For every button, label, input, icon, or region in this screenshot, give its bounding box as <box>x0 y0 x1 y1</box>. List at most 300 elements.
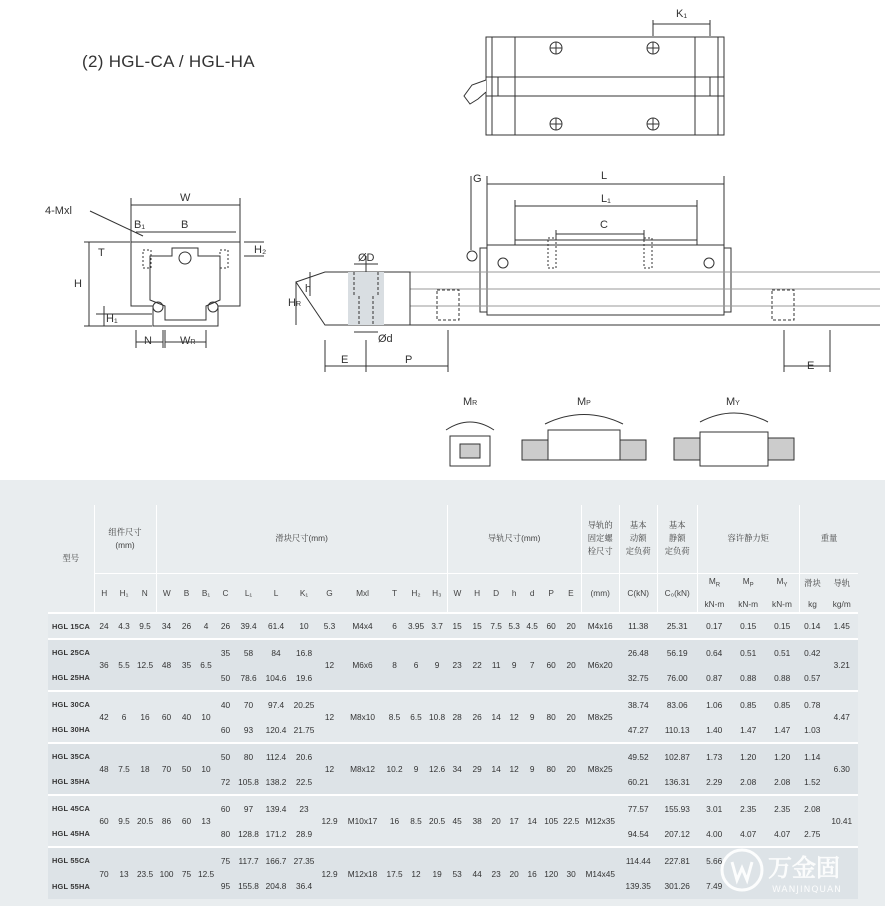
cell: M8x25 <box>581 691 619 743</box>
cell: 16 <box>384 795 405 847</box>
cell: 9 <box>523 691 541 743</box>
cell: M8x25 <box>581 743 619 795</box>
cell: 75 <box>216 847 235 873</box>
col-my: $M_Y$ kN-m <box>765 573 799 613</box>
cell: 23 <box>290 795 318 821</box>
cell: 97.4 <box>262 691 290 717</box>
cell: 120.4 <box>265 724 287 735</box>
cell: 9 <box>427 639 447 691</box>
col-hr: H <box>467 573 487 613</box>
cell: 26 <box>177 613 196 639</box>
dim-w: W <box>180 192 191 204</box>
dim-id: Ød <box>378 333 393 345</box>
cell: 61.4 <box>262 613 290 639</box>
cell: 2.08 <box>740 776 757 787</box>
model-name: HGL 45CA <box>48 795 94 821</box>
cell: M4x4 <box>341 613 384 639</box>
top-view-block <box>464 20 724 135</box>
cell: 2.35 <box>731 795 765 821</box>
moment-mr-label: MR <box>463 396 478 408</box>
cell: 5.3 <box>505 613 523 639</box>
cell: 301.26 <box>664 881 690 891</box>
cell: M12x35 <box>581 795 619 847</box>
moment-my-label: MY <box>726 396 740 408</box>
cell: 14 <box>523 795 541 847</box>
dim-c: C <box>600 219 608 231</box>
cell: 10 <box>196 743 216 795</box>
cell: 94.54 <box>627 828 649 839</box>
dim-od: ØD <box>358 252 375 264</box>
cell: 110.13 <box>664 724 690 735</box>
cell: 112.4 <box>262 743 290 769</box>
cell: 77.57 <box>619 795 657 821</box>
cell: 34 <box>156 613 177 639</box>
cell: 1.73 <box>697 743 731 769</box>
cell: 23.5 <box>134 847 156 899</box>
cell: 5.3 <box>318 613 341 639</box>
cell: 42 <box>94 691 114 743</box>
cell: 1.06 <box>697 691 731 717</box>
cell: 84 <box>262 639 290 665</box>
dim-h1: H₁ <box>106 313 118 325</box>
cell: 5.5 <box>114 639 134 691</box>
cell: 3.95 <box>405 613 427 639</box>
col-n: N <box>134 573 156 613</box>
cell: 20 <box>487 795 505 847</box>
watermark-subtext: WANJINQUAN <box>772 885 842 895</box>
cell: 95 <box>220 881 231 891</box>
col-c-kn: C(kN) <box>619 573 657 613</box>
cell: 26 <box>216 613 235 639</box>
cell: 0.14 <box>799 613 825 639</box>
cell: 8.5 <box>405 795 427 847</box>
cell: 1.47 <box>740 724 757 735</box>
cell: 7.49 <box>706 881 723 891</box>
cell: 70 <box>235 691 262 717</box>
cell: M10x17 <box>341 795 384 847</box>
cell: 20 <box>561 743 581 795</box>
cell: 44 <box>467 847 487 899</box>
cell: 23 <box>447 639 467 691</box>
cell: 0.15 <box>765 613 799 639</box>
cell: 86 <box>156 795 177 847</box>
model-name: HGL 45HA <box>52 829 91 838</box>
cell: 34 <box>447 743 467 795</box>
cell: 8 <box>384 639 405 691</box>
model-name: HGL 30HA <box>52 725 91 734</box>
col-mr: $M_R$ kN-m <box>697 573 731 613</box>
moment-header: 容许静力矩 <box>697 505 799 573</box>
cell: 139.35 <box>625 881 651 891</box>
cell: 39.4 <box>235 613 262 639</box>
model-name: HGL 25CA <box>48 639 94 665</box>
cell: 14 <box>487 691 505 743</box>
cell: 47.27 <box>627 724 649 735</box>
cell: 20.5 <box>427 795 447 847</box>
cell: 102.87 <box>657 743 697 769</box>
cell: 227.81 <box>657 847 697 873</box>
cell: 20.25 <box>290 691 318 717</box>
bolt-header: 导轨的 固定螺 栓尺寸 <box>581 505 619 573</box>
cell: 138.2 <box>265 776 287 787</box>
cell: 0.64 <box>697 639 731 665</box>
cell: 2.29 <box>706 776 723 787</box>
model-name: HGL 25HA <box>52 673 91 682</box>
cell: 50 <box>220 672 231 683</box>
model-name: HGL 15CA <box>48 613 94 639</box>
cell: 1.14 <box>799 743 825 769</box>
cell: 6.30 <box>825 743 858 795</box>
cell: 1.47 <box>774 724 791 735</box>
cell: 6 <box>114 691 134 743</box>
cell: 80 <box>541 743 561 795</box>
model-name: HGL 35CA <box>48 743 94 769</box>
model-name: HGL 55CA <box>48 847 94 873</box>
col-h3: H₃ <box>427 573 447 613</box>
col-d-large: D <box>487 573 505 613</box>
cell: 6.5 <box>196 639 216 691</box>
cell: 22.5 <box>295 776 313 787</box>
cell: 16 <box>134 691 156 743</box>
cell: 40 <box>216 691 235 717</box>
cell: 7.5 <box>114 743 134 795</box>
cell: 20 <box>561 639 581 691</box>
cell: 20.6 <box>290 743 318 769</box>
dim-hr: HR <box>288 297 302 309</box>
cell: 100 <box>156 847 177 899</box>
dim-b1: B₁ <box>134 219 146 231</box>
cell: 35 <box>177 639 196 691</box>
col-rail-weight: 导轨 kg/m <box>825 573 858 613</box>
cell: 28.9 <box>295 828 313 839</box>
col-mp: $M_P$ kN-m <box>731 573 765 613</box>
cell: 4.47 <box>825 691 858 743</box>
cell: 11.38 <box>619 613 657 639</box>
cell: 20 <box>505 847 523 899</box>
col-c: C <box>216 573 235 613</box>
col-d-small: d <box>523 573 541 613</box>
cell: 0.88 <box>740 672 757 683</box>
spec-panel <box>0 480 885 906</box>
cell: 0.51 <box>765 639 799 665</box>
dim-n: N <box>144 335 152 347</box>
cell: 12 <box>318 743 341 795</box>
cell: 60 <box>541 613 561 639</box>
cell: 22 <box>467 639 487 691</box>
cell: 2.08 <box>799 795 825 821</box>
cell: 207.12 <box>664 828 690 839</box>
cell: 60 <box>94 795 114 847</box>
cell: 12.9 <box>318 795 341 847</box>
col-w: W <box>156 573 177 613</box>
cell: 15 <box>467 613 487 639</box>
dim-e-right: E <box>807 360 815 372</box>
cell: 10.8 <box>427 691 447 743</box>
rail-header: 导轨尺寸(mm) <box>447 505 581 573</box>
cell: 0.17 <box>697 613 731 639</box>
cell: 117.7 <box>235 847 262 873</box>
cell: 76.00 <box>666 672 688 683</box>
cell: 25.31 <box>657 613 697 639</box>
cell: 50 <box>216 743 235 769</box>
cell: 72 <box>220 776 231 787</box>
cell: 4 <box>196 613 216 639</box>
cell: 8.5 <box>384 691 405 743</box>
cell: 4.00 <box>706 828 723 839</box>
moment-mp-label: MP <box>577 396 591 408</box>
dim-l: L <box>601 170 608 182</box>
cell: 36 <box>94 639 114 691</box>
cell: 1.20 <box>765 743 799 769</box>
cell: 155.93 <box>657 795 697 821</box>
cell: 12.6 <box>427 743 447 795</box>
cell: 0.85 <box>731 691 765 717</box>
cell: 128.8 <box>238 828 259 839</box>
cell: 4.07 <box>774 828 791 839</box>
cell: 17.5 <box>384 847 405 899</box>
cell: 7 <box>523 639 541 691</box>
cell: 9 <box>405 743 427 795</box>
cell: 53 <box>447 847 467 899</box>
cell: 60 <box>177 795 196 847</box>
cell: 24 <box>94 613 114 639</box>
cell: 9 <box>505 639 523 691</box>
cell: 13 <box>196 795 216 847</box>
cell: 80 <box>220 828 231 839</box>
cell: 2.75 <box>804 828 821 839</box>
dim-b: B <box>181 219 189 231</box>
dim-l1: L₁ <box>601 193 611 205</box>
cell: 48 <box>94 743 114 795</box>
cell: 16.8 <box>290 639 318 665</box>
cell: 155.8 <box>238 881 259 891</box>
cell: 204.8 <box>265 881 287 891</box>
cell: 49.52 <box>619 743 657 769</box>
watermark-text: 万金固 <box>768 854 840 882</box>
cell: M6x6 <box>341 639 384 691</box>
cell: 19 <box>427 847 447 899</box>
cell: 60.21 <box>627 776 649 787</box>
cell: 60 <box>220 724 231 735</box>
cell: 19.6 <box>295 672 313 683</box>
watermark-logo <box>718 840 883 902</box>
cell: 136.31 <box>664 776 690 787</box>
table-row <box>48 691 858 717</box>
cell: 20 <box>561 613 581 639</box>
cell: 12.5 <box>134 639 156 691</box>
cell: 30 <box>561 847 581 899</box>
cell: 2.08 <box>774 776 791 787</box>
model-name: HGL 30CA <box>48 691 94 717</box>
cell: 17 <box>505 795 523 847</box>
cell: 60 <box>541 639 561 691</box>
col-h2: H₂ <box>405 573 427 613</box>
cell: 105.8 <box>238 776 259 787</box>
dim-g: G <box>473 173 482 185</box>
cell: 166.7 <box>262 847 290 873</box>
cell: 3.01 <box>697 795 731 821</box>
model-name: HGL 55HA <box>52 881 91 891</box>
cell: 97 <box>235 795 262 821</box>
col-block-weight: 滑块 kg <box>799 573 825 613</box>
cell: 80 <box>235 743 262 769</box>
cell: 6.5 <box>405 691 427 743</box>
static-load-header: 基本 静额 定负荷 <box>657 505 697 573</box>
cell: 36.4 <box>295 881 313 891</box>
cell: 9.5 <box>134 613 156 639</box>
col-b1: B₁ <box>196 573 216 613</box>
cell: 93 <box>243 724 254 735</box>
cell: 0.15 <box>731 613 765 639</box>
front-view <box>84 198 267 348</box>
cell: 12 <box>505 743 523 795</box>
cell: 20.5 <box>134 795 156 847</box>
cell: 0.42 <box>799 639 825 665</box>
cell: 6 <box>405 639 427 691</box>
dim-t: T <box>98 247 105 259</box>
cell: 3.7 <box>427 613 447 639</box>
table-row <box>48 795 858 821</box>
cell: 171.2 <box>265 828 287 839</box>
cell: 10 <box>290 613 318 639</box>
table-row <box>48 613 858 639</box>
weight-header: 重量 <box>799 505 858 573</box>
col-h: H <box>94 573 114 613</box>
section-title: (2) HGL-CA / HGL-HA <box>82 52 255 71</box>
cell: 75 <box>177 847 196 899</box>
dim-e: E <box>341 354 349 366</box>
assembly-header: 组件尺寸 (mm) <box>94 505 156 573</box>
cell: 0.87 <box>706 672 723 683</box>
cell: 14 <box>487 743 505 795</box>
cell: 56.19 <box>657 639 697 665</box>
cell: 60 <box>156 691 177 743</box>
col-bolt: (mm) <box>581 573 619 613</box>
cell: 12 <box>505 691 523 743</box>
cell: 50 <box>177 743 196 795</box>
sub-header-row <box>48 573 858 613</box>
dim-p: P <box>405 354 413 366</box>
col-p: P <box>541 573 561 613</box>
cell: 26.48 <box>619 639 657 665</box>
cell: 38 <box>467 795 487 847</box>
cell: 27.35 <box>290 847 318 873</box>
dim-h2: H₂ <box>254 244 267 256</box>
cell: 0.51 <box>731 639 765 665</box>
cell: 9.5 <box>114 795 134 847</box>
cell: 32.75 <box>627 672 649 683</box>
cell: 21.75 <box>293 724 315 735</box>
cell: 120 <box>541 847 561 899</box>
cell: 40 <box>177 691 196 743</box>
col-h1: H₁ <box>114 573 134 613</box>
col-g: G <box>318 573 341 613</box>
cell: 28 <box>447 691 467 743</box>
cell: 5.66 <box>697 847 731 873</box>
cell: 18 <box>134 743 156 795</box>
cell: 6 <box>384 613 405 639</box>
cell: 60 <box>216 795 235 821</box>
cell: 80 <box>541 691 561 743</box>
cell: 23 <box>487 847 505 899</box>
dim-mxl: 4-Mxl <box>45 205 72 217</box>
cell: 0.85 <box>765 691 799 717</box>
cell: 12 <box>318 691 341 743</box>
cell: 10 <box>196 691 216 743</box>
cell: M4x16 <box>581 613 619 639</box>
cell: 7.5 <box>487 613 505 639</box>
cell: 15 <box>447 613 467 639</box>
block-header: 滑块尺寸(mm) <box>156 505 447 573</box>
cell: 139.4 <box>262 795 290 821</box>
cell: 114.44 <box>619 847 657 873</box>
cell: 29 <box>467 743 487 795</box>
cell: 20 <box>561 691 581 743</box>
cell: 35 <box>216 639 235 665</box>
dim-small-h: h <box>305 283 312 295</box>
cell: 16 <box>523 847 541 899</box>
cell: 83.06 <box>657 691 697 717</box>
cell: 1.45 <box>825 613 858 639</box>
cell: 104.6 <box>265 672 287 683</box>
table-row <box>48 743 858 769</box>
cell: 26 <box>467 691 487 743</box>
cell: 1.52 <box>804 776 821 787</box>
col-l1: L₁ <box>235 573 262 613</box>
dynamic-load-header: 基本 动额 定负荷 <box>619 505 657 573</box>
cell: 12.5 <box>196 847 216 899</box>
model-name: HGL 35HA <box>52 777 91 786</box>
moment-icons <box>446 413 794 466</box>
cell: 10.41 <box>825 795 858 847</box>
cell: 4.3 <box>114 613 134 639</box>
cell: 10.2 <box>384 743 405 795</box>
cell: 4.07 <box>740 828 757 839</box>
cell: 4.5 <box>523 613 541 639</box>
col-wr: W <box>447 573 467 613</box>
cell: 78.6 <box>240 672 257 683</box>
cell: 1.03 <box>804 724 821 735</box>
cell: M12x18 <box>341 847 384 899</box>
cell: 0.78 <box>799 691 825 717</box>
cell: 9 <box>523 743 541 795</box>
cell: 13 <box>114 847 134 899</box>
cell: 22.5 <box>561 795 581 847</box>
cell: 58 <box>235 639 262 665</box>
col-mxl: Mxl <box>341 573 384 613</box>
cell: 2.35 <box>765 795 799 821</box>
cell: 48 <box>156 639 177 691</box>
col-h-small: h <box>505 573 523 613</box>
dim-wr: WR <box>180 335 196 347</box>
cell: M8x10 <box>341 691 384 743</box>
group-header-row <box>48 505 858 573</box>
model-header: 型号 <box>48 505 94 613</box>
cell: 1.20 <box>731 743 765 769</box>
col-k1: K₁ <box>290 573 318 613</box>
cell: 70 <box>94 847 114 899</box>
cell: 12 <box>405 847 427 899</box>
cell: 38.74 <box>619 691 657 717</box>
cell: 12.9 <box>318 847 341 899</box>
dim-k1: K₁ <box>676 8 688 20</box>
col-c0-kn: C₀(kN) <box>657 573 697 613</box>
table-row <box>48 639 858 665</box>
col-b: B <box>177 573 196 613</box>
cell: 105 <box>541 795 561 847</box>
cell: 70 <box>156 743 177 795</box>
dim-h: H <box>74 278 82 290</box>
